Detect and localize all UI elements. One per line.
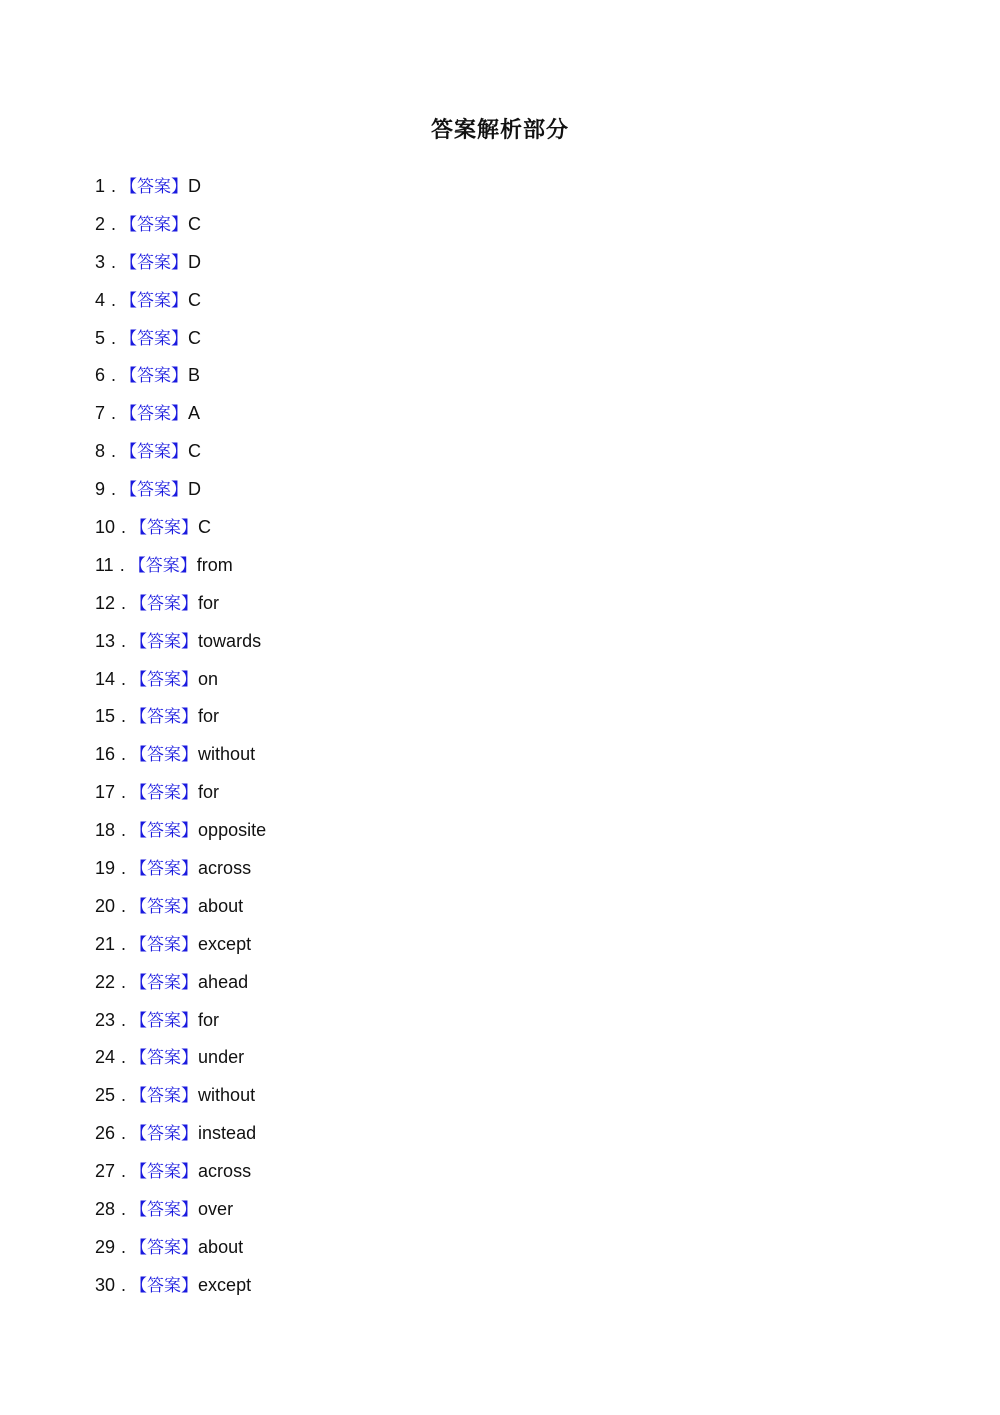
question-number: 27 (95, 1161, 116, 1182)
answer-tag: 【答案】 (130, 1237, 199, 1258)
number-separator: . (111, 365, 117, 386)
number-separator: . (111, 327, 117, 348)
answer-value: except (198, 933, 252, 954)
answer-tag: 【答案】 (130, 669, 199, 690)
answer-value: C (188, 441, 202, 462)
answer-item (95, 626, 695, 664)
number-separator: . (121, 517, 127, 538)
question-number: 2 (95, 213, 106, 234)
answer-tag: 【答案】 (130, 707, 199, 728)
answer-value: without (198, 1085, 256, 1106)
number-separator: . (121, 706, 127, 727)
answer-value: about (198, 1236, 244, 1257)
question-number: 22 (95, 971, 116, 992)
answer-tag: 【答案】 (130, 1048, 199, 1069)
answer-item (95, 1005, 695, 1043)
number-separator: . (111, 176, 117, 196)
answer-tag: 【答案】 (120, 214, 189, 235)
number-separator: . (121, 592, 127, 613)
number-separator: . (121, 782, 127, 803)
answer-value: instead (198, 1123, 257, 1144)
answer-value: for (198, 782, 220, 803)
answer-value: A (188, 403, 201, 424)
number-separator: . (121, 1085, 127, 1106)
answer-tag: 【答案】 (130, 783, 199, 804)
answer-value: D (188, 176, 202, 196)
answer-item (95, 209, 695, 247)
answer-item (95, 815, 695, 853)
answer-item (95, 323, 695, 361)
answer-value: for (198, 1009, 220, 1030)
answer-tag: 【答案】 (130, 821, 199, 842)
question-number: 8 (95, 441, 106, 462)
answer-item (95, 929, 695, 967)
answer-value: D (188, 251, 202, 272)
answer-item (95, 588, 695, 626)
answer-tag: 【答案】 (120, 177, 189, 197)
answer-value: across (198, 1161, 252, 1182)
answer-tag: 【答案】 (130, 631, 199, 652)
number-separator: . (121, 744, 127, 765)
number-separator: . (121, 1009, 127, 1030)
answer-item (95, 701, 695, 739)
question-number: 4 (95, 289, 106, 310)
answer-value: C (188, 213, 202, 234)
answer-value: B (188, 365, 201, 386)
answer-tag: 【答案】 (130, 1275, 199, 1296)
number-separator: . (121, 933, 127, 954)
number-separator: . (111, 289, 117, 310)
answer-tag: 【答案】 (120, 290, 189, 311)
answer-tag: 【答案】 (128, 555, 197, 576)
question-number: 16 (95, 744, 116, 765)
answer-value: for (198, 706, 220, 727)
answer-value: ahead (198, 971, 249, 992)
answer-tag: 【答案】 (130, 745, 199, 766)
question-number: 12 (95, 592, 116, 613)
answer-item (95, 1118, 695, 1156)
answer-item (95, 247, 695, 285)
answer-tag: 【答案】 (120, 442, 189, 463)
answer-tag: 【答案】 (130, 518, 199, 539)
answer-tag: 【答案】 (130, 593, 199, 614)
number-separator: . (111, 441, 117, 462)
answer-item (95, 398, 695, 436)
question-number: 19 (95, 858, 116, 879)
answer-value: about (198, 895, 244, 916)
number-separator: . (111, 403, 117, 424)
question-number: 26 (95, 1123, 116, 1144)
answer-tag: 【答案】 (120, 252, 189, 273)
number-separator: . (121, 1236, 127, 1257)
question-number: 3 (95, 251, 106, 272)
question-number: 11 (95, 554, 114, 575)
number-separator: . (121, 895, 127, 916)
number-separator: . (121, 1161, 127, 1182)
number-separator: . (121, 1047, 127, 1068)
number-separator: . (111, 213, 117, 234)
question-number: 28 (95, 1199, 116, 1220)
answer-value: C (198, 517, 212, 538)
answer-item (95, 1156, 695, 1194)
answer-item (95, 1080, 695, 1118)
answer-value: D (188, 479, 202, 500)
question-number: 23 (95, 1009, 116, 1030)
number-separator: . (121, 668, 127, 689)
answer-item (95, 664, 695, 702)
question-number: 24 (95, 1047, 116, 1068)
answer-item (95, 739, 695, 777)
answer-tag: 【答案】 (130, 896, 199, 917)
answer-value: under (198, 1047, 245, 1068)
answer-tag: 【答案】 (120, 328, 189, 349)
question-number: 20 (95, 895, 116, 916)
answer-value: except (198, 1274, 252, 1295)
question-number: 21 (95, 933, 116, 954)
question-number: 10 (95, 517, 116, 538)
number-separator: . (121, 1199, 127, 1220)
question-number: 14 (95, 668, 116, 689)
page-title: 答案解析部分 (430, 118, 569, 143)
question-number: 15 (95, 706, 116, 727)
answer-item (95, 967, 695, 1005)
answer-item (95, 1042, 695, 1080)
question-number: 29 (95, 1236, 116, 1257)
number-separator: . (121, 971, 127, 992)
answer-tag: 【答案】 (130, 934, 199, 955)
answer-item (95, 1232, 695, 1270)
answer-item (95, 891, 695, 929)
answer-tag: 【答案】 (130, 1010, 199, 1031)
answer-item (95, 474, 695, 512)
answer-tag: 【答案】 (130, 1124, 199, 1145)
answer-value: towards (198, 630, 262, 651)
answer-tag: 【答案】 (130, 1086, 199, 1107)
question-number: 30 (95, 1274, 116, 1295)
answer-tag: 【答案】 (130, 1162, 199, 1183)
answer-value: C (188, 289, 202, 310)
number-separator: . (121, 820, 127, 841)
question-number: 9 (95, 479, 106, 500)
question-number: 25 (95, 1085, 116, 1106)
answer-value: for (198, 592, 220, 613)
number-separator: . (121, 858, 127, 879)
question-number: 7 (95, 403, 106, 424)
answer-item (95, 285, 695, 323)
question-number: 18 (95, 820, 116, 841)
answer-item (95, 436, 695, 474)
answer-item (95, 171, 695, 209)
answer-value: over (198, 1199, 234, 1220)
answer-value: C (188, 327, 202, 348)
answer-value: on (198, 668, 219, 689)
number-separator: . (111, 479, 117, 500)
answer-item (95, 853, 695, 891)
answer-item (95, 1270, 695, 1308)
question-number: 5 (95, 327, 106, 348)
answer-value: from (196, 554, 233, 575)
question-number: 13 (95, 630, 116, 651)
answer-list (95, 171, 695, 1308)
number-separator: . (121, 1123, 127, 1144)
answer-tag: 【答案】 (120, 480, 189, 501)
answer-item (95, 1194, 695, 1232)
answer-value: without (198, 744, 256, 765)
answer-tag: 【答案】 (120, 404, 189, 425)
answer-item (95, 550, 695, 588)
number-separator: . (111, 251, 117, 272)
question-number: 1 (95, 176, 106, 196)
answer-tag: 【答案】 (120, 366, 189, 387)
answer-item (95, 777, 695, 815)
answer-item (95, 512, 695, 550)
number-separator: . (121, 630, 127, 651)
question-number: 6 (95, 365, 106, 386)
answer-tag: 【答案】 (130, 1200, 199, 1221)
answer-value: across (198, 858, 252, 879)
answer-tag: 【答案】 (130, 972, 199, 993)
question-number: 17 (95, 782, 116, 803)
number-separator: . (121, 1274, 127, 1295)
answer-tag: 【答案】 (130, 859, 199, 880)
number-separator: . (119, 554, 125, 575)
answer-item (95, 360, 695, 398)
answer-value: opposite (198, 820, 267, 841)
